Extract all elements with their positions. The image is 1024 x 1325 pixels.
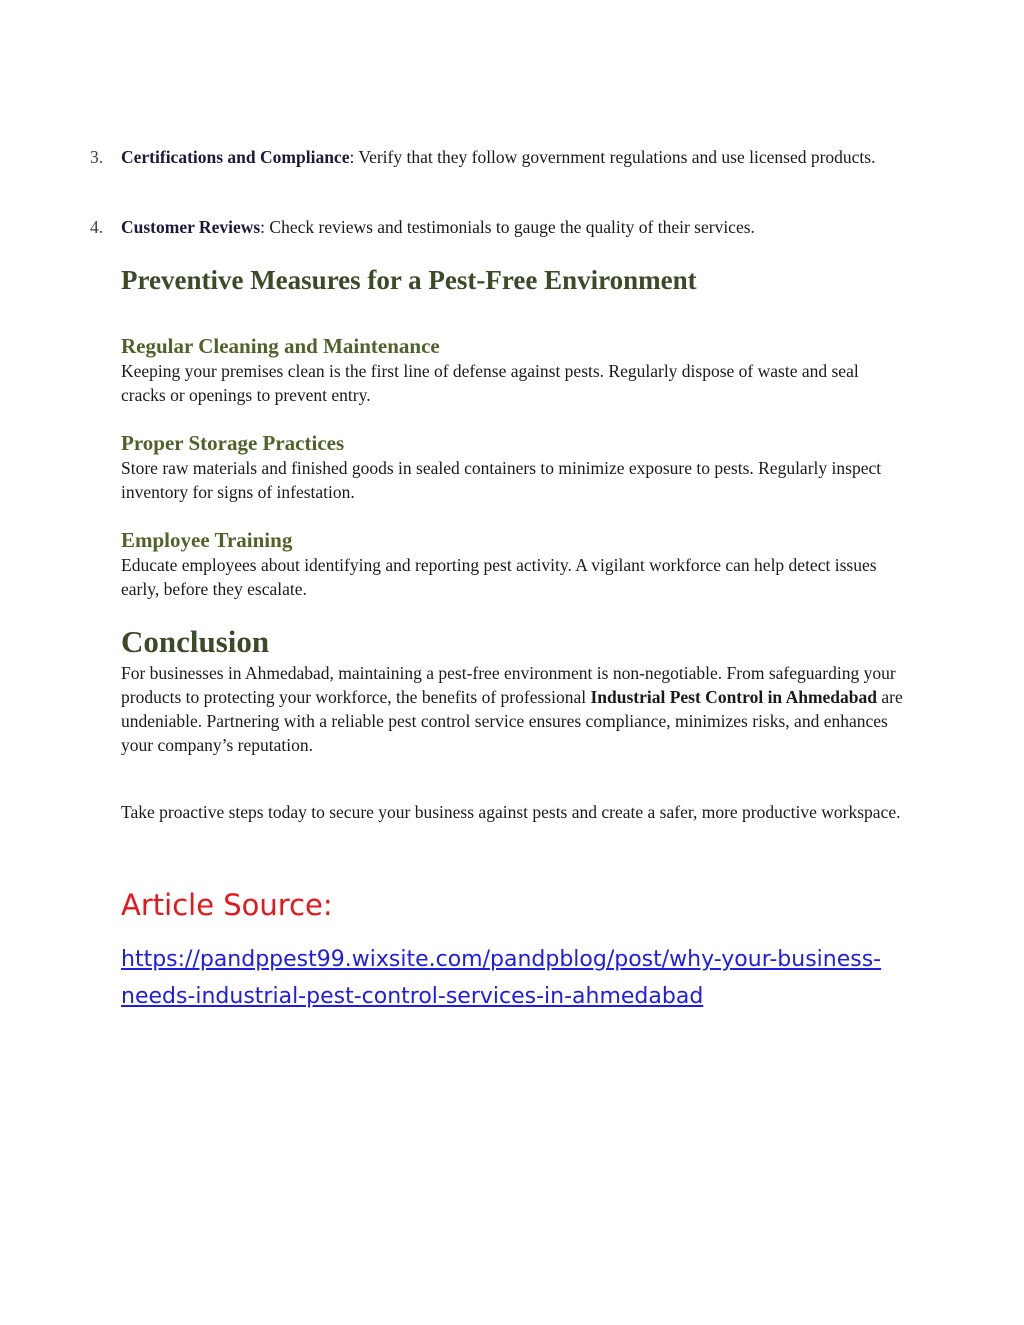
section-body: Educate employees about identifying and reporting pest activity. A vigilant workforce can help detect issues early, before they escalate.	[121, 555, 877, 599]
section-cleaning	[121, 333, 906, 407]
section-title: Proper Storage Practices	[121, 431, 345, 455]
conclusion-heading: Conclusion	[121, 624, 270, 659]
list-item-title: Certifications and Compliance	[121, 147, 350, 167]
list-item	[90, 215, 902, 239]
list-item-text	[121, 215, 902, 239]
section-storage	[121, 430, 906, 504]
list-item-title: Customer Reviews	[121, 217, 261, 237]
closing-paragraph: Take proactive steps today to secure your business against pests and create a safer, more productive workspace.	[121, 802, 901, 822]
list-number: 4.	[90, 217, 104, 237]
list-item-text	[121, 145, 902, 169]
section-title: Employee Training	[121, 528, 293, 552]
list-item-body: : Check reviews and testimonials to gauge the quality of their services.	[260, 217, 755, 237]
list-item-body: : Verify that they follow government regulations and use licensed products.	[349, 147, 876, 167]
list-number: 3.	[90, 147, 104, 167]
conclusion-section	[121, 623, 906, 757]
section-body: Store raw materials and finished goods in sealed containers to minimize exposure to pests. Regularly inspect inventory for signs of infestation.	[121, 458, 882, 502]
section-body: Keeping your premises clean is the first line of defense against pests. Regularly dispose of waste and seal cracks or openings to prevent entry.	[121, 361, 859, 405]
preventive-heading: Preventive Measures for a Pest-Free Environment	[121, 265, 697, 295]
conclusion-text: For businesses in Ahmedabad, maintaining a pest-free environment is non-negotiable. From safeguarding your products to protecting your workforce, the benefits of professional	[121, 663, 896, 707]
section-training	[121, 527, 906, 601]
source-link-line[interactable]: needs-industrial-pest-control-services-in-ahmedabad	[121, 984, 704, 1009]
section-title: Regular Cleaning and Maintenance	[121, 334, 440, 358]
article-source-heading: Article Source:	[121, 888, 333, 922]
conclusion-paragraph	[121, 661, 906, 757]
source-link-line[interactable]: https://pandppest99.wixsite.com/pandpblog/post/why-your-business-	[121, 947, 882, 972]
conclusion-keyword: Industrial Pest Control in Ahmedabad	[590, 687, 877, 707]
list-item	[90, 145, 902, 169]
conclusion-text: are undeniable. Partnering with a reliable pest control service ensures compliance, minimizes risks, and enhances your company’s reputation.	[121, 687, 903, 755]
article-source-link[interactable]	[121, 941, 921, 1015]
